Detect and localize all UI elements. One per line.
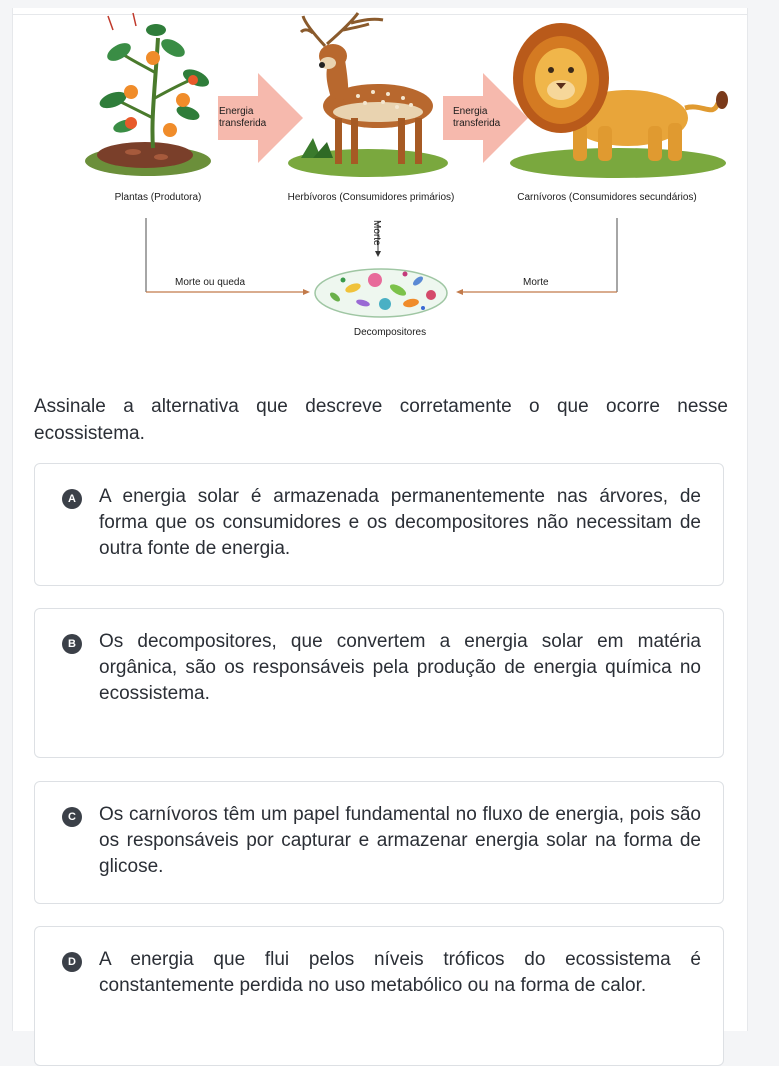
death-vertical-label: Morte xyxy=(371,220,382,246)
lion-illustration xyxy=(510,23,728,178)
option-letter-badge: D xyxy=(62,952,82,972)
energy-arrow-1-label-line1: Energia xyxy=(219,106,254,117)
carnivores-label: Carnívoros (Consumidores secundários) xyxy=(517,192,697,203)
answer-option-a[interactable] xyxy=(34,463,724,586)
herbivores-label: Herbívoros (Consumidores primários) xyxy=(287,192,455,203)
option-letter-badge: B xyxy=(62,634,82,654)
option-letter-badge: A xyxy=(62,489,82,509)
death-right-label: Morte xyxy=(523,277,549,288)
option-text: Os carnívoros têm um papel fundamental no fluxo de energia, pois são os responsáveis por capturar e armazenar energia solar na forma de glicose. xyxy=(99,804,701,877)
diagram-svg xyxy=(13,8,747,348)
energy-arrow-2-label-line2: transferida xyxy=(453,118,501,129)
plant-illustration xyxy=(85,13,212,176)
option-text: A energia que flui pelos níveis tróficos do ecossistema é constantemente perdida no uso metabólico ou na forma de calor. xyxy=(99,949,701,996)
death-or-fall-label: Morte ou queda xyxy=(175,277,246,288)
answer-option-d[interactable] xyxy=(34,926,724,1066)
energy-arrow-1-label-line2: transferida xyxy=(219,118,267,129)
energy-arrow-2-label-line1: Energia xyxy=(453,106,488,117)
ecosystem-diagram xyxy=(13,8,747,348)
question-prompt: Assinale a alternativa que descreve corretamente o que ocorre nesse ecossistema. xyxy=(34,396,728,444)
option-text: Os decompositores, que convertem a energia solar em matéria orgânica, são os responsáveis pela produção de energia química no ecossistema. xyxy=(99,631,701,704)
decomposers-illustration xyxy=(315,269,447,317)
plants-label: Plantas (Produtora) xyxy=(114,192,202,203)
decomposers-label: Decompositores xyxy=(353,327,427,338)
answer-option-c[interactable] xyxy=(34,781,724,904)
answer-option-b[interactable] xyxy=(34,608,724,758)
option-text: A energia solar é armazenada permanentemente nas árvores, de forma que os consumidores e os decompositores não necessitam de outra fonte de energia. xyxy=(99,486,701,559)
question-card xyxy=(12,8,748,1031)
deer-illustration xyxy=(288,13,448,177)
option-letter-badge: C xyxy=(62,807,82,827)
